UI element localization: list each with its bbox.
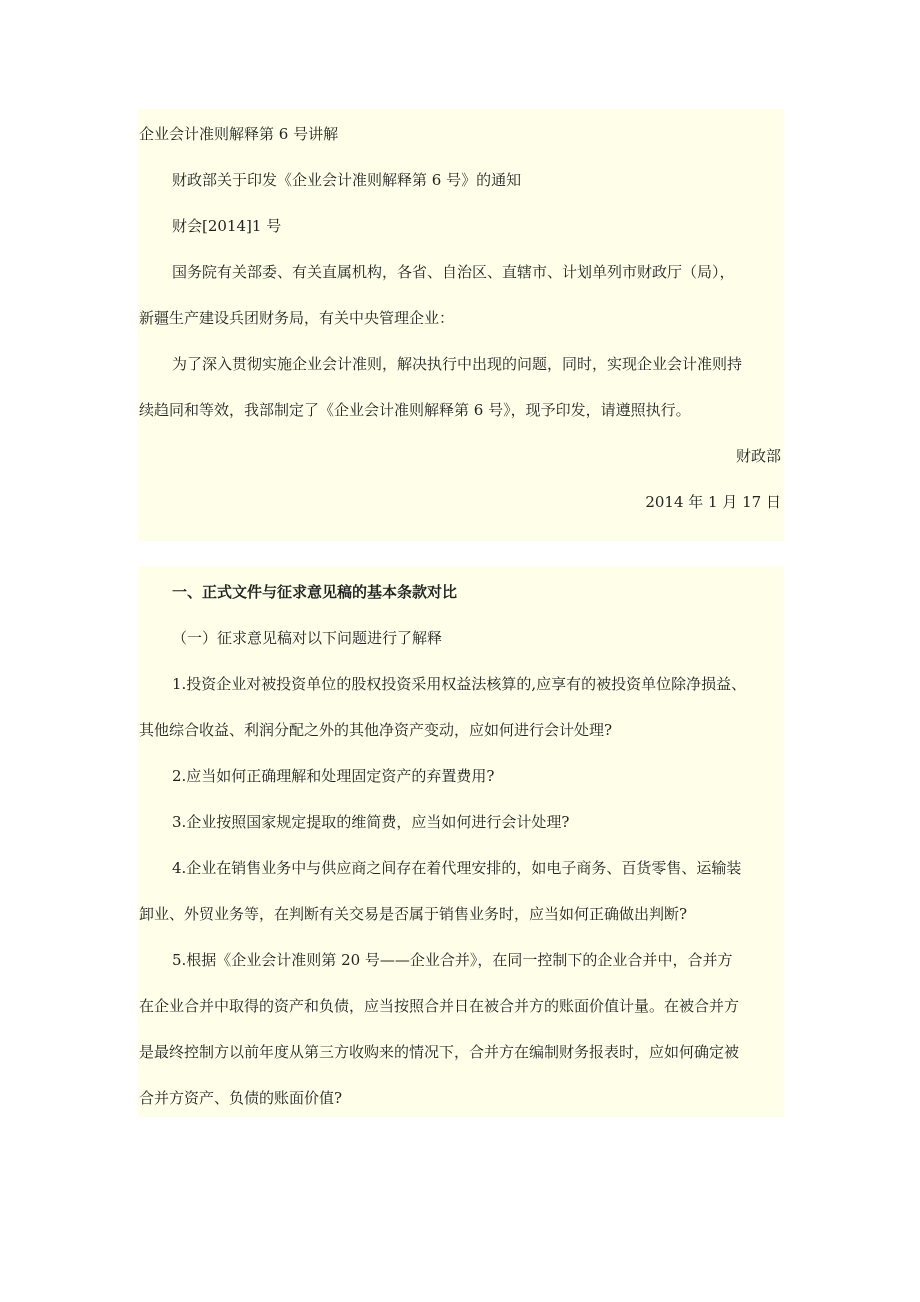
item-4-line-1: 4.企业在销售业务中与供应商之间存在着代理安排的，如电子商务、百货零售、运输装: [172, 859, 742, 877]
notice-title: 财政部关于印发《企业会计准则解释第 6 号》的通知: [172, 171, 522, 189]
item-1-line-1: 1.投资企业对被投资单位的股权投资采用权益法核算的,应享有的被投资单位除净损益、: [172, 675, 747, 693]
addressees-line-1: 国务院有关部委、有关直属机构，各省、自治区、直辖市、计划单列市财政厅（局），: [172, 263, 735, 281]
item-2: 2.应当如何正确理解和处理固定资产的弃置费用?: [172, 767, 495, 785]
item-4-line-2: 卸业、外贸业务等，在判断有关交易是否属于销售业务时，应当如何正确做出判断?: [139, 905, 688, 923]
section-subheading: （一）征求意见稿对以下问题进行了解释: [172, 629, 443, 647]
section-highlight-block: [138, 566, 784, 1117]
signature: 财政部: [735, 447, 781, 465]
document-number: 财会[2014]1 号: [172, 217, 282, 235]
item-3: 3.企业按照国家规定提取的维简费，应当如何进行会计处理?: [172, 813, 570, 831]
section-heading: 一、正式文件与征求意见稿的基本条款对比: [172, 583, 458, 601]
document-title: 企业会计准则解释第 6 号讲解: [139, 125, 339, 143]
body-line-1: 为了深入贯彻实施企业会计准则，解决执行中出现的问题，同时，实现企业会计准则持: [172, 355, 743, 373]
item-5-line-1: 5.根据《企业会计准则第 20 号——企业合并》，在同一控制下的企业合并中，合并方: [172, 951, 733, 969]
body-line-2: 续趋同和等效，我部制定了《企业会计准则解释第 6 号》，现予印发，请遵照执行。: [139, 401, 691, 419]
item-5-line-2: 在企业合并中取得的资产和负债，应当按照合并日在被合并方的账面价值计量。在被合并方: [139, 997, 740, 1015]
addressees-line-2: 新疆生产建设兵团财务局，有关中央管理企业：: [139, 309, 455, 327]
item-5-line-3: 是最终控制方以前年度从第三方收购来的情况下，合并方在编制财务报表时，应如何确定被: [139, 1043, 740, 1061]
item-5-line-4: 合并方资产、负债的账面价值?: [139, 1089, 343, 1107]
date: 2014 年 1 月 17 日: [645, 493, 781, 511]
item-1-line-2: 其他综合收益、利润分配之外的其他净资产变动，应如何进行会计处理?: [139, 721, 613, 739]
